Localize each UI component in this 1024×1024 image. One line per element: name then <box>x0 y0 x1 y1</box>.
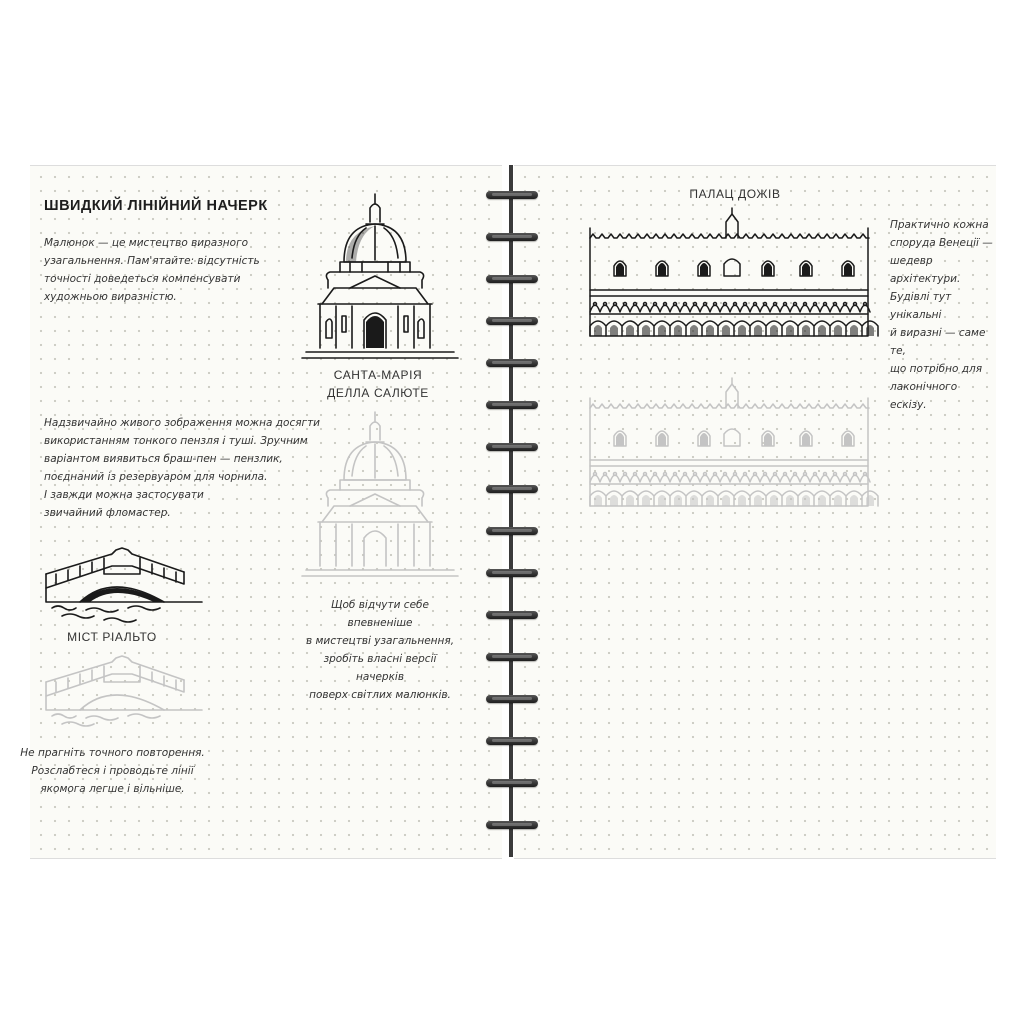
tools-line: Надзвичайно живого зображення можна досягти <box>44 417 321 429</box>
confidence-line: зробіть власні версії начерків <box>323 653 437 683</box>
venice-line: Будівлі тут унікальні <box>890 291 952 321</box>
binding-ring <box>486 527 538 535</box>
rialto-caption: МІСТ РІАЛЬТО <box>67 630 157 644</box>
binding-ring <box>486 695 538 703</box>
advice-line: Не прагніть точного повторення. <box>20 747 205 759</box>
tools-line: І завжди можна застосувати <box>44 489 204 501</box>
tools-line: звичайний фломастер. <box>44 507 171 519</box>
binding-ring <box>486 611 538 619</box>
venice-line: Практично кожна <box>890 219 989 231</box>
binding-ring <box>486 359 538 367</box>
intro-line: Малюнок — це мистецтво виразного <box>44 237 249 249</box>
tools-line: варіантом виявиться браш-пен — пензлик, <box>44 453 283 465</box>
rialto-bridge-faded-sketch-icon <box>42 652 202 736</box>
tools-line: використанням тонкого пензля і туші. Зручним <box>44 435 308 447</box>
advice-line: якомога легше і вільніше. <box>40 783 185 795</box>
santa-maria-caption <box>318 366 438 402</box>
confidence-line: поверх світлих малюнків. <box>309 689 451 701</box>
intro-paragraph <box>44 234 260 306</box>
venice-line: й виразні — саме те, <box>890 327 986 357</box>
binding-ring <box>486 317 538 325</box>
spiral-binding <box>509 165 513 857</box>
advice-line: Розслабтеся і проводьте лінії <box>31 765 194 777</box>
confidence-paragraph <box>300 596 460 704</box>
binding-ring <box>486 233 538 241</box>
santa-maria-sketch-icon <box>300 192 460 364</box>
venice-line: шедевр архітектури. <box>890 255 961 285</box>
venice-line: лаконічного ескізу. <box>890 381 958 411</box>
intro-line: точності доведеться компенсувати <box>44 273 241 285</box>
binding-ring <box>486 443 538 451</box>
binding-ring <box>486 737 538 745</box>
caption-line: ДЕЛЛА САЛЮТЕ <box>327 386 429 400</box>
binding-ring <box>486 191 538 199</box>
venice-line: споруда Венеції — <box>890 237 993 249</box>
rialto-bridge-sketch-icon <box>42 544 202 628</box>
venice-line: що потрібно для <box>890 363 983 375</box>
confidence-line: Щоб відчути себе впевненіше <box>331 599 429 629</box>
binding-ring <box>486 779 538 787</box>
doges-palace-caption: ПАЛАЦ ДОЖІВ <box>689 187 781 201</box>
intro-line: узагальнення. Пам'ятайте: відсутність <box>44 255 260 267</box>
caption-line: САНТА-МАРІЯ <box>333 368 423 382</box>
binding-ring <box>486 569 538 577</box>
intro-line: художньою виразністю. <box>44 291 177 303</box>
venice-paragraph <box>890 216 995 414</box>
binding-ring <box>486 275 538 283</box>
confidence-line: в мистецтві узагальнення, <box>305 635 455 647</box>
santa-maria-faded-sketch-icon <box>300 410 460 582</box>
binding-ring <box>486 401 538 409</box>
tools-line: поєднаний із резервуаром для чорнила. <box>44 471 268 483</box>
page-title: ШВИДКИЙ ЛІНІЙНИЙ НАЧЕРК <box>44 198 268 214</box>
binding-ring <box>486 485 538 493</box>
advice-paragraph <box>10 744 215 798</box>
binding-ring <box>486 821 538 829</box>
doges-palace-faded-sketch-icon <box>586 378 876 514</box>
doges-palace-sketch-icon <box>586 208 876 344</box>
tools-paragraph <box>44 414 320 522</box>
binding-ring <box>486 653 538 661</box>
